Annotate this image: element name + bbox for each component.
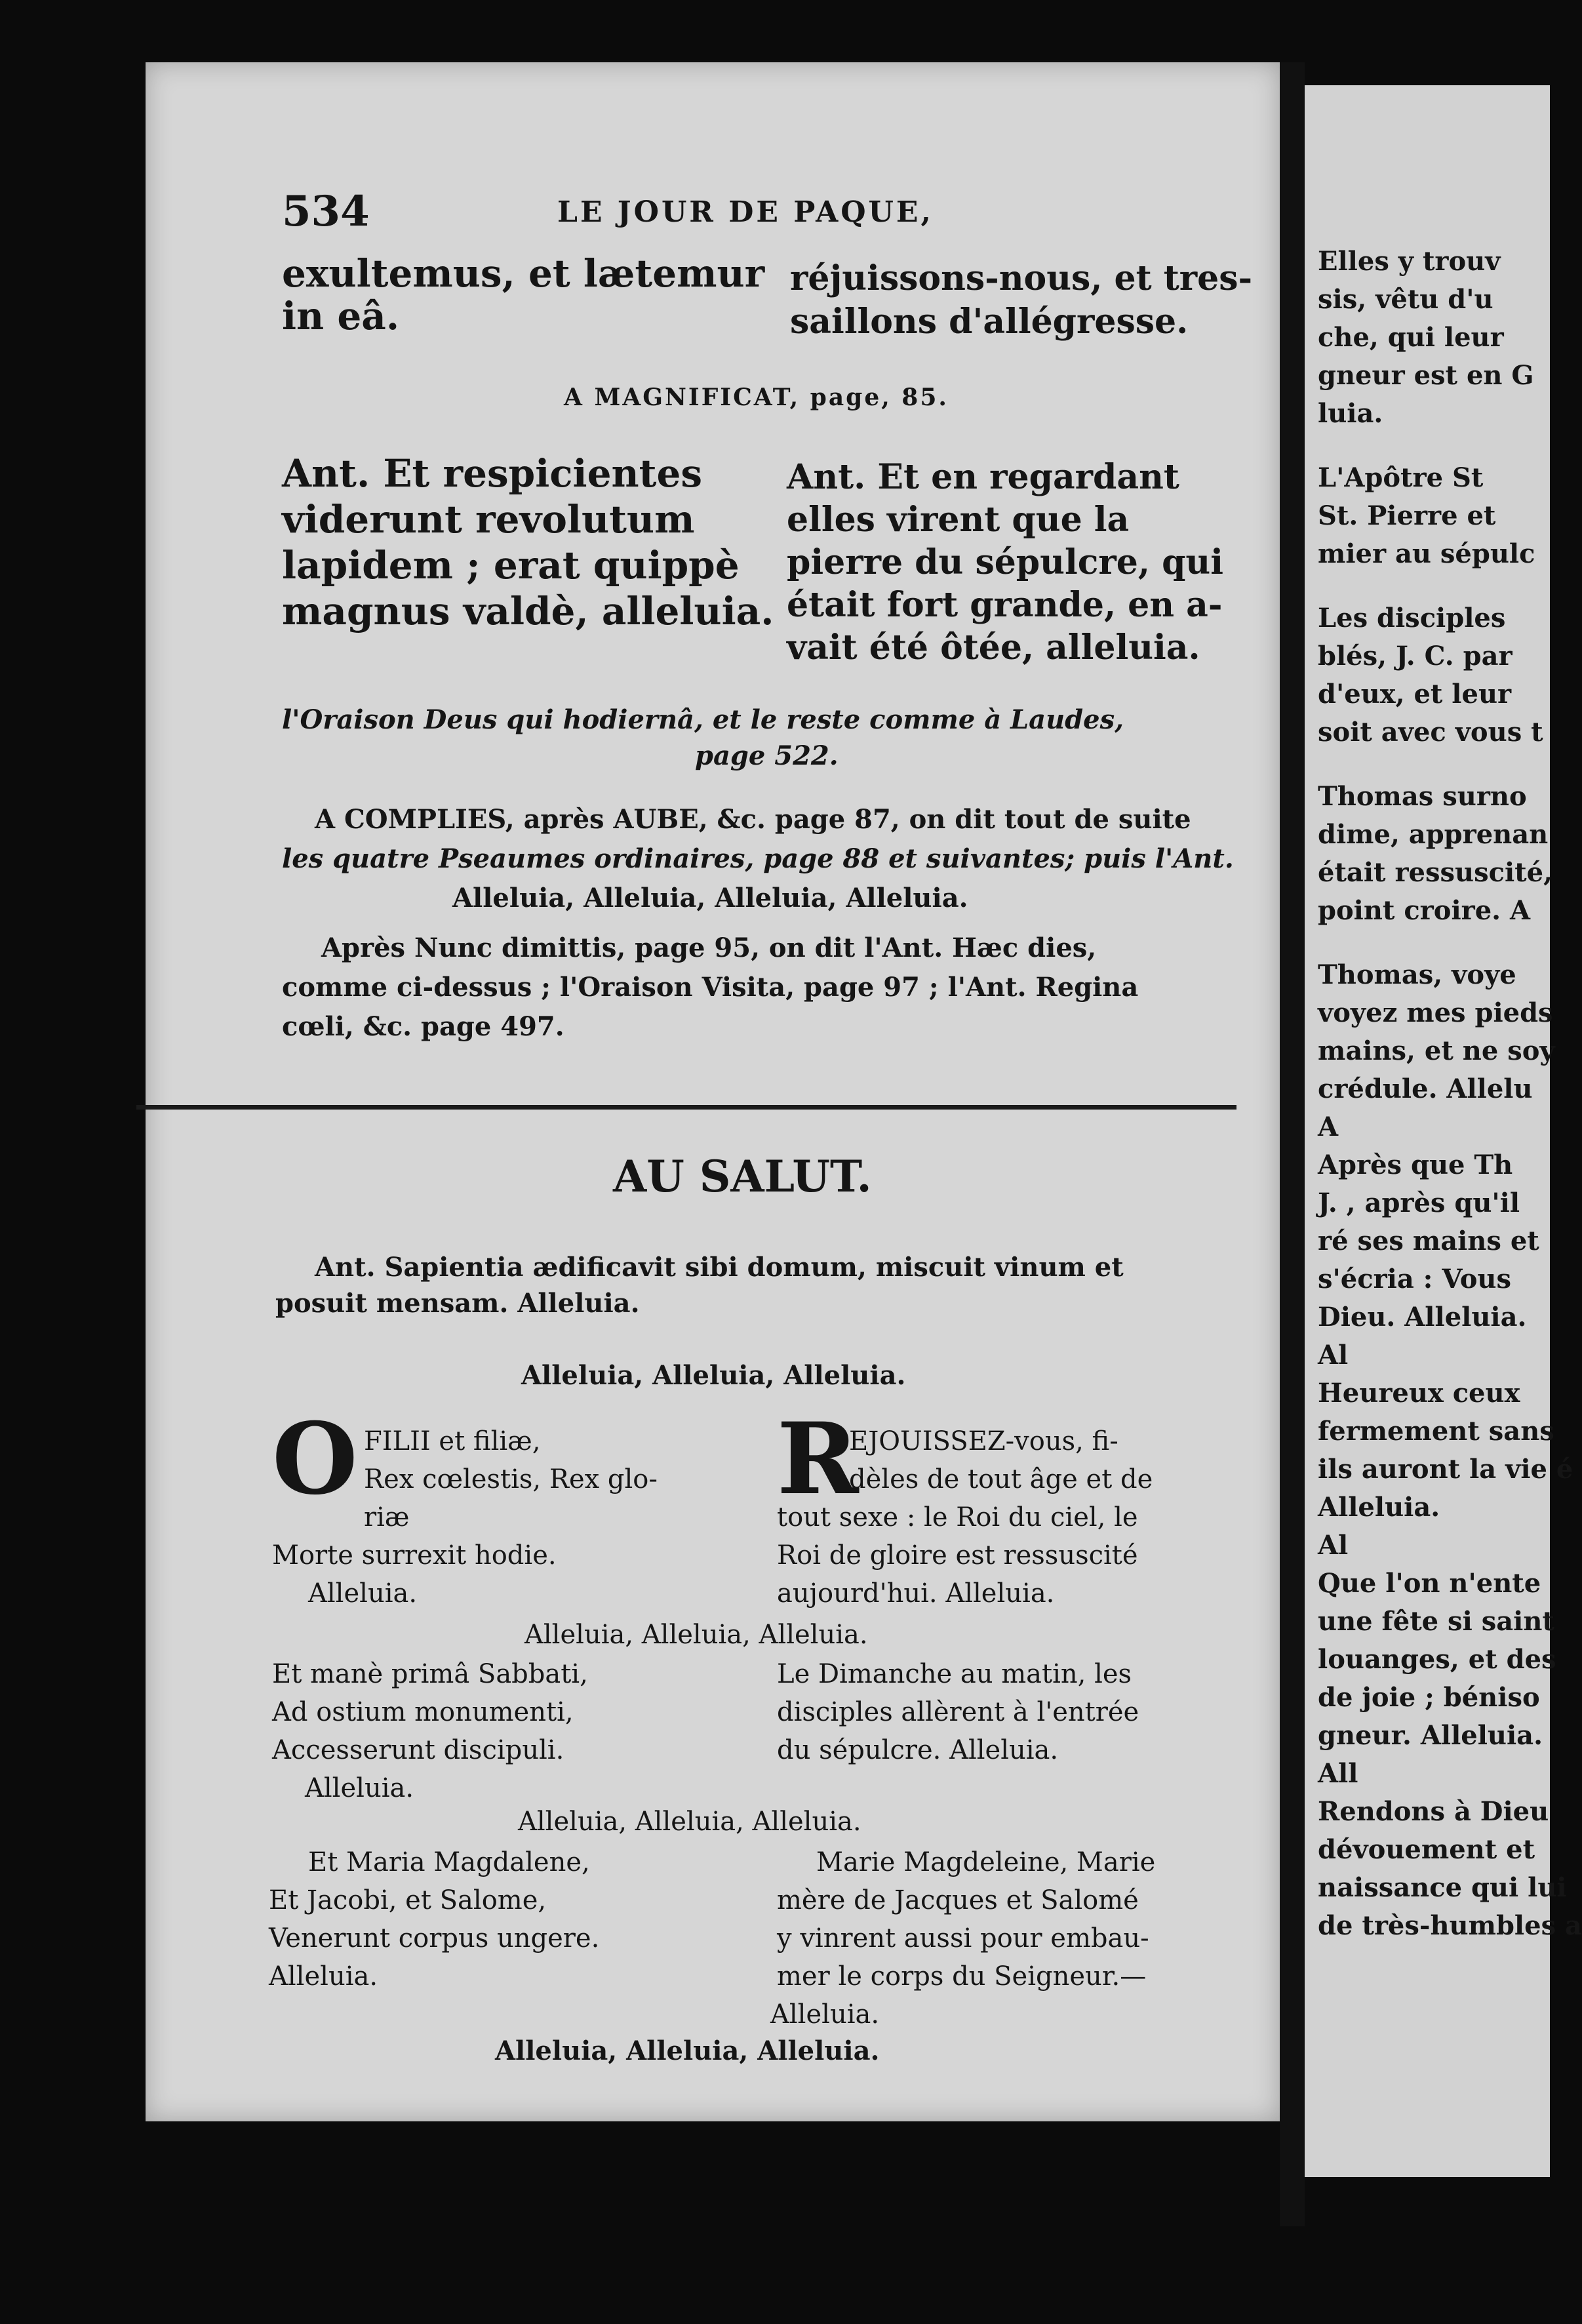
drop-cap: R (777, 1401, 859, 1517)
facing-page-line: Rendons à Dieu (1318, 1796, 1549, 1827)
facing-page (1305, 85, 1582, 2177)
french-verse-line: disciples allèrent à l'entrée (777, 1697, 1139, 1727)
facing-page-line: Al (1318, 1530, 1349, 1561)
facing-page-line: de joie ; béniso (1318, 1682, 1540, 1713)
french-verse-line: Alleluia. (770, 1999, 880, 2030)
rubric-line: l'Oraison Deus qui hodiernâ, et le reste comme à Laudes, (282, 704, 1124, 735)
french-verse-line: dèles de tout âge et de (849, 1464, 1153, 1494)
drop-cap: O (272, 1401, 358, 1517)
french-line: réjuissons-nous, et tres- (790, 258, 1253, 298)
facing-page-line: St. Pierre et (1318, 500, 1496, 531)
facing-page-line: était ressuscité, (1318, 857, 1553, 888)
facing-page-line: une fête si saint (1318, 1606, 1554, 1637)
magnificat-rubric: A MAGNIFICAT, page, 85. (564, 384, 949, 411)
latin-line: in eâ. (282, 294, 400, 338)
latin-verse-line: Venerunt corpus ungere. (269, 1923, 600, 1953)
facing-page-line: Al (1318, 1340, 1349, 1371)
antiphon-latin-line: lapidem ; erat quippè (282, 543, 740, 588)
facing-page-line: Elles y trouv (1318, 246, 1501, 277)
antiphon-latin-line: viderunt revolutum (282, 497, 695, 542)
latin-line: exultemus, et lætemur (282, 251, 765, 296)
french-verse-line: mère de Jacques et Salomé (777, 1885, 1139, 1915)
facing-page-line: Dieu. Alleluia. (1318, 1302, 1527, 1332)
facing-page-line: fermement sans (1318, 1416, 1554, 1447)
facing-page-line: luia. (1318, 398, 1383, 429)
rubric-line: Alleluia, Alleluia, Alleluia, Alleluia. (452, 883, 968, 913)
facing-page-line: Après que Th (1318, 1150, 1513, 1180)
facing-page-line: dime, apprenan (1318, 819, 1549, 850)
facing-page-line: Que l'on n'ente (1318, 1568, 1541, 1599)
facing-page-line: gneur. Alleluia. (1318, 1720, 1543, 1751)
facing-page-line: Alleluia. (1318, 1492, 1440, 1523)
rubric-line: les quatre Pseaumes ordinaires, page 88 et suivantes; puis l'Ant. (282, 843, 1234, 874)
facing-page-line: s'écria : Vous (1318, 1264, 1512, 1294)
facing-page-line: J. , après qu'il (1318, 1188, 1520, 1218)
facing-page-line: naissance qui lui (1318, 1872, 1567, 1903)
refrain-line: Alleluia, Alleluia, Alleluia. (518, 1807, 861, 1837)
section-title: AU SALUT. (613, 1151, 872, 1202)
rubric-line: A COMPLIES, après AUBE, &c. page 87, on dit tout de suite (315, 804, 1191, 835)
rubric-line: page 522. (695, 740, 839, 771)
refrain-line: Alleluia, Alleluia, Alleluia. (495, 2035, 880, 2066)
facing-page-line: soit avec vous t (1318, 717, 1543, 748)
facing-page-line: d'eux, et leur (1318, 679, 1512, 710)
facing-page-line: mier au sépulc (1318, 538, 1535, 569)
facing-page-line: mains, et ne soy (1318, 1035, 1555, 1066)
latin-verse-line: Et Jacobi, et Salome, (269, 1885, 547, 1915)
antiphon-french-line: Ant. Et en regardant (787, 457, 1179, 497)
facing-page-line: che, qui leur (1318, 322, 1504, 353)
latin-verse-line: Morte surrexit hodie. (272, 1540, 557, 1571)
facing-page-line: All (1318, 1758, 1358, 1789)
facing-page-line: ré ses mains et (1318, 1226, 1539, 1256)
antiphon-french-line: elles virent que la (787, 500, 1130, 540)
refrain-line: Alleluia, Alleluia, Alleluia. (524, 1620, 868, 1650)
french-verse-line: du sépulcre. Alleluia. (777, 1735, 1059, 1765)
latin-verse-line: FILII et filiæ, (364, 1426, 541, 1456)
salut-antiphon-line: Ant. Sapientia ædificavit sibi domum, miscuit vinum et (315, 1252, 1124, 1283)
page-number: 534 (282, 187, 370, 236)
facing-page-line: Heureux ceux (1318, 1378, 1520, 1409)
latin-verse-line: Et Maria Magdalene, (308, 1847, 590, 1877)
latin-verse-line: Alleluia. (305, 1773, 414, 1803)
rubric-line: Après Nunc dimittis, page 95, on dit l'Ant. Hæc dies, (321, 932, 1097, 963)
page-gutter (1280, 62, 1305, 2226)
facing-page-line: point croire. A (1318, 895, 1531, 926)
latin-verse-line: Rex cœlestis, Rex glo- (364, 1464, 658, 1494)
french-verse-line: Roi de gloire est ressuscité (777, 1540, 1138, 1571)
salut-antiphon-line: posuit mensam. Alleluia. (275, 1288, 640, 1319)
facing-page-line: dévouement et (1318, 1834, 1535, 1865)
french-verse-line: tout sexe : le Roi du ciel, le (777, 1502, 1138, 1533)
running-title: LE JOUR DE PAQUE, (557, 195, 934, 229)
facing-page-line: gneur est en G (1318, 360, 1534, 391)
facing-page-line: ils auront la vie é (1318, 1454, 1573, 1485)
french-verse-line: Marie Magdeleine, Marie (816, 1847, 1156, 1877)
alleluia-line: Alleluia, Alleluia, Alleluia. (521, 1360, 906, 1391)
latin-verse-line: Et manè primâ Sabbati, (272, 1659, 588, 1689)
facing-page-line: A (1318, 1112, 1339, 1142)
facing-page-line: crédule. Allelu (1318, 1073, 1533, 1104)
latin-verse-line: Accesserunt discipuli. (272, 1735, 564, 1765)
french-verse-line: aujourd'hui. Alleluia. (777, 1578, 1055, 1609)
rubric-line: comme ci-dessus ; l'Oraison Visita, page 97 ; l'Ant. Regina (282, 972, 1139, 1003)
latin-verse-line: riæ (364, 1502, 410, 1533)
antiphon-french-line: était fort grande, en a- (787, 585, 1223, 625)
facing-page-line: Thomas, voye (1318, 959, 1516, 990)
latin-verse-line: Alleluia. (308, 1578, 418, 1609)
latin-verse-line: Ad ostium monumenti, (272, 1697, 574, 1727)
french-verse-line: Le Dimanche au matin, les (777, 1659, 1132, 1689)
french-verse-line: mer le corps du Seigneur.— (777, 1961, 1147, 1992)
rubric-line: cœli, &c. page 497. (282, 1011, 564, 1042)
facing-page-line: sis, vêtu d'u (1318, 284, 1493, 315)
facing-page-line: Thomas surno (1318, 781, 1527, 812)
facing-page-line: de très-humbles a (1318, 1910, 1582, 1941)
french-line: saillons d'allégresse. (790, 302, 1189, 342)
latin-verse-line: Alleluia. (269, 1961, 378, 1992)
facing-page-line: Les disciples (1318, 603, 1506, 633)
french-verse-line: y vinrent aussi pour embau- (777, 1923, 1149, 1953)
antiphon-french-line: vait été ôtée, alleluia. (787, 628, 1200, 668)
antiphon-latin-line: magnus valdè, alleluia. (282, 589, 774, 633)
facing-page-line: L'Apôtre St (1318, 462, 1484, 493)
facing-page-line: voyez mes pieds (1318, 997, 1553, 1028)
facing-page-line: louanges, et des (1318, 1644, 1556, 1675)
section-rule (136, 1105, 1236, 1110)
antiphon-latin-line: Ant. Et respicientes (282, 451, 703, 496)
facing-page-line: blés, J. C. par (1318, 641, 1513, 671)
antiphon-french-line: pierre du sépulcre, qui (787, 542, 1223, 582)
french-verse-line: EJOUISSEZ-vous, fi- (849, 1426, 1118, 1456)
